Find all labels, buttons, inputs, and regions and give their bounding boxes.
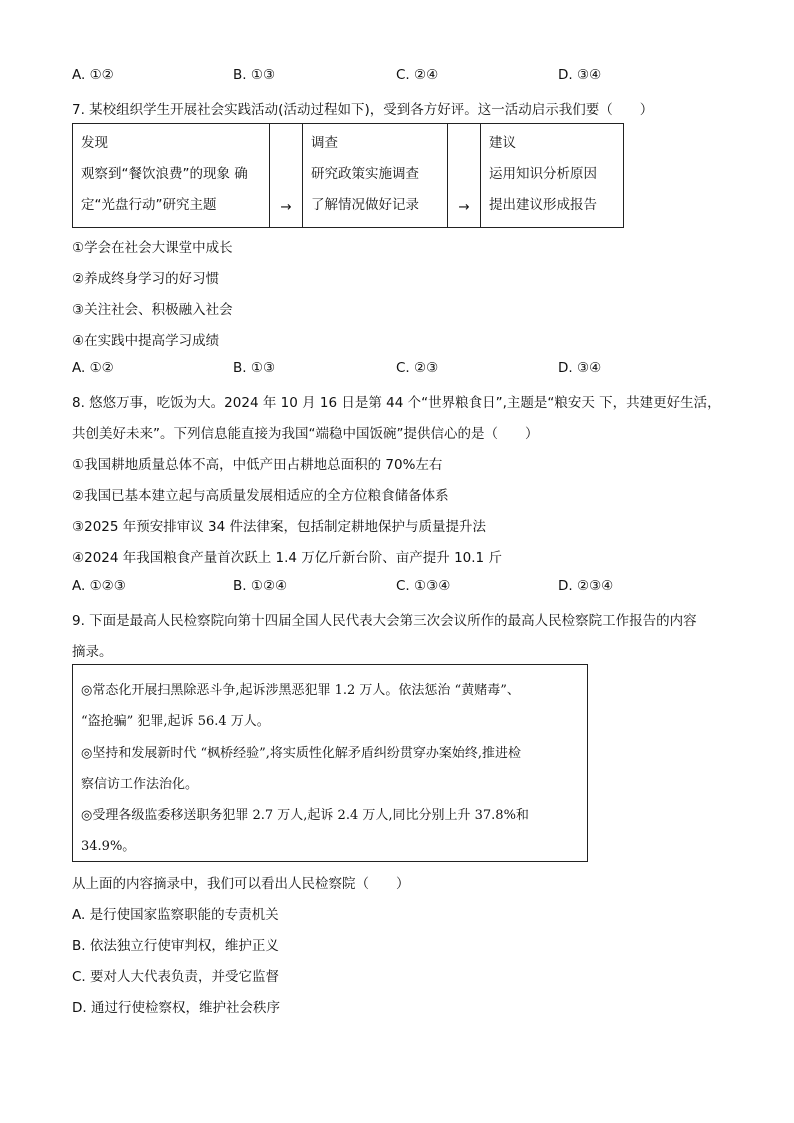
q9-option-c[interactable]: C. 要对人大代表负责，并受它监督 (72, 969, 280, 985)
q7-item-1: ①学会在社会大课堂中成长 (72, 240, 233, 256)
q6-option-a[interactable]: A. ①② (72, 67, 114, 83)
q8-item-2: ②我国已基本建立起与高质量发展相适应的全方位粮食储备体系 (72, 488, 449, 504)
q7-option-d[interactable]: D. ③④ (558, 360, 602, 376)
q9-excerpt-box (72, 664, 588, 862)
excerpt-line: “盗抢骗” 犯罪,起诉 56.4 万人。 (81, 714, 270, 729)
q9-stem-line-1: 9. 下面是最高人民检察院向第十四届全国人民代表大会第三次会议所作的最高人民检察院工作报告的内容 (72, 613, 697, 629)
q6-option-c[interactable]: C. ②④ (396, 67, 439, 83)
stage-line: 运用知识分析原因 (489, 166, 597, 182)
q8-item-3: ③2025 年预安排审议 34 件法律案，包括制定耕地保护与质量提升法 (72, 519, 487, 535)
q7-option-a[interactable]: A. ①② (72, 360, 114, 376)
q9-option-d[interactable]: D. 通过行使检察权，维护社会秩序 (72, 1000, 280, 1016)
excerpt-line: 察信访工作法治化。 (81, 777, 199, 792)
q7-stage-discover (73, 124, 270, 228)
q7-stem: 7. 某校组织学生开展社会实践活动(活动过程如下)，受到各方好评。这一活动启示我们要（ ） (72, 102, 654, 118)
q7-option-b[interactable]: B. ①③ (233, 360, 276, 376)
stage-title: 发现 (81, 135, 108, 151)
arrow-right-icon: → (458, 199, 470, 215)
q9-option-b[interactable]: B. 依法独立行使审判权，维护正义 (72, 938, 279, 954)
q7-arrow-1 (270, 124, 303, 228)
q7-flow-table (72, 123, 624, 228)
stage-title: 建议 (489, 135, 516, 151)
q7-stage-suggest (481, 124, 624, 228)
q7-item-2: ②养成终身学习的好习惯 (72, 271, 220, 287)
q8-stem-line-1: 8. 悠悠万事，吃饭为大。2024 年 10 月 16 日是第 44 个“世界粮食日”,主题是“粮安天 下，共建更好生活， (72, 395, 721, 411)
q7-arrow-2 (448, 124, 481, 228)
excerpt-line: ◎常态化开展扫黑除恶斗争,起诉涉黑恶犯罪 1.2 万人。依法惩治 “黄赌毒”、 (81, 683, 520, 698)
q8-stem-line-2: 共创美好未来”。下列信息能直接为我国“端稳中国饭碗”提供信心的是（ ） (72, 426, 539, 442)
arrow-right-icon: → (280, 199, 292, 215)
q7-stage-survey (303, 124, 448, 228)
q8-item-1: ①我国耕地质量总体不高，中低产田占耕地总面积的 70%左右 (72, 457, 443, 473)
q9-question: 从上面的内容摘录中，我们可以看出人民检察院（ ） (72, 876, 410, 892)
q6-option-d[interactable]: D. ③④ (558, 67, 602, 83)
q7-item-4: ④在实践中提高学习成绩 (72, 333, 220, 349)
q9-option-a[interactable]: A. 是行使国家监察职能的专责机关 (72, 907, 279, 923)
excerpt-line: ◎受理各级监委移送职务犯罪 2.7 万人,起诉 2.4 万人,同比分别上升 37.8%和 (81, 808, 529, 823)
q8-option-d[interactable]: D. ②③④ (558, 578, 614, 594)
stage-line: 观察到“餐饮浪费”的现象 确 (81, 166, 248, 182)
q6-option-b[interactable]: B. ①③ (233, 67, 276, 83)
stage-line: 了解情况做好记录 (311, 197, 419, 213)
stage-line: 定“光盘行动”研究主题 (81, 197, 217, 213)
excerpt-line: ◎坚持和发展新时代 “枫桥经验”,将实质性化解矛盾纠纷贯穿办案始终,推进检 (81, 746, 522, 761)
q8-item-4: ④2024 年我国粮食产量首次跃上 1.4 万亿斤新台阶、亩产提升 10.1 斤 (72, 550, 502, 566)
q7-option-c[interactable]: C. ②③ (396, 360, 439, 376)
q9-stem-line-2: 摘录。 (72, 644, 113, 660)
q8-option-a[interactable]: A. ①②③ (72, 578, 126, 594)
excerpt-line: 34.9%。 (81, 839, 136, 854)
q8-option-c[interactable]: C. ①③④ (396, 578, 451, 594)
stage-title: 调查 (311, 135, 338, 151)
q8-option-b[interactable]: B. ①②④ (233, 578, 288, 594)
stage-line: 提出建议形成报告 (489, 197, 597, 213)
q7-item-3: ③关注社会、积极融入社会 (72, 302, 233, 318)
stage-line: 研究政策实施调查 (311, 166, 419, 182)
